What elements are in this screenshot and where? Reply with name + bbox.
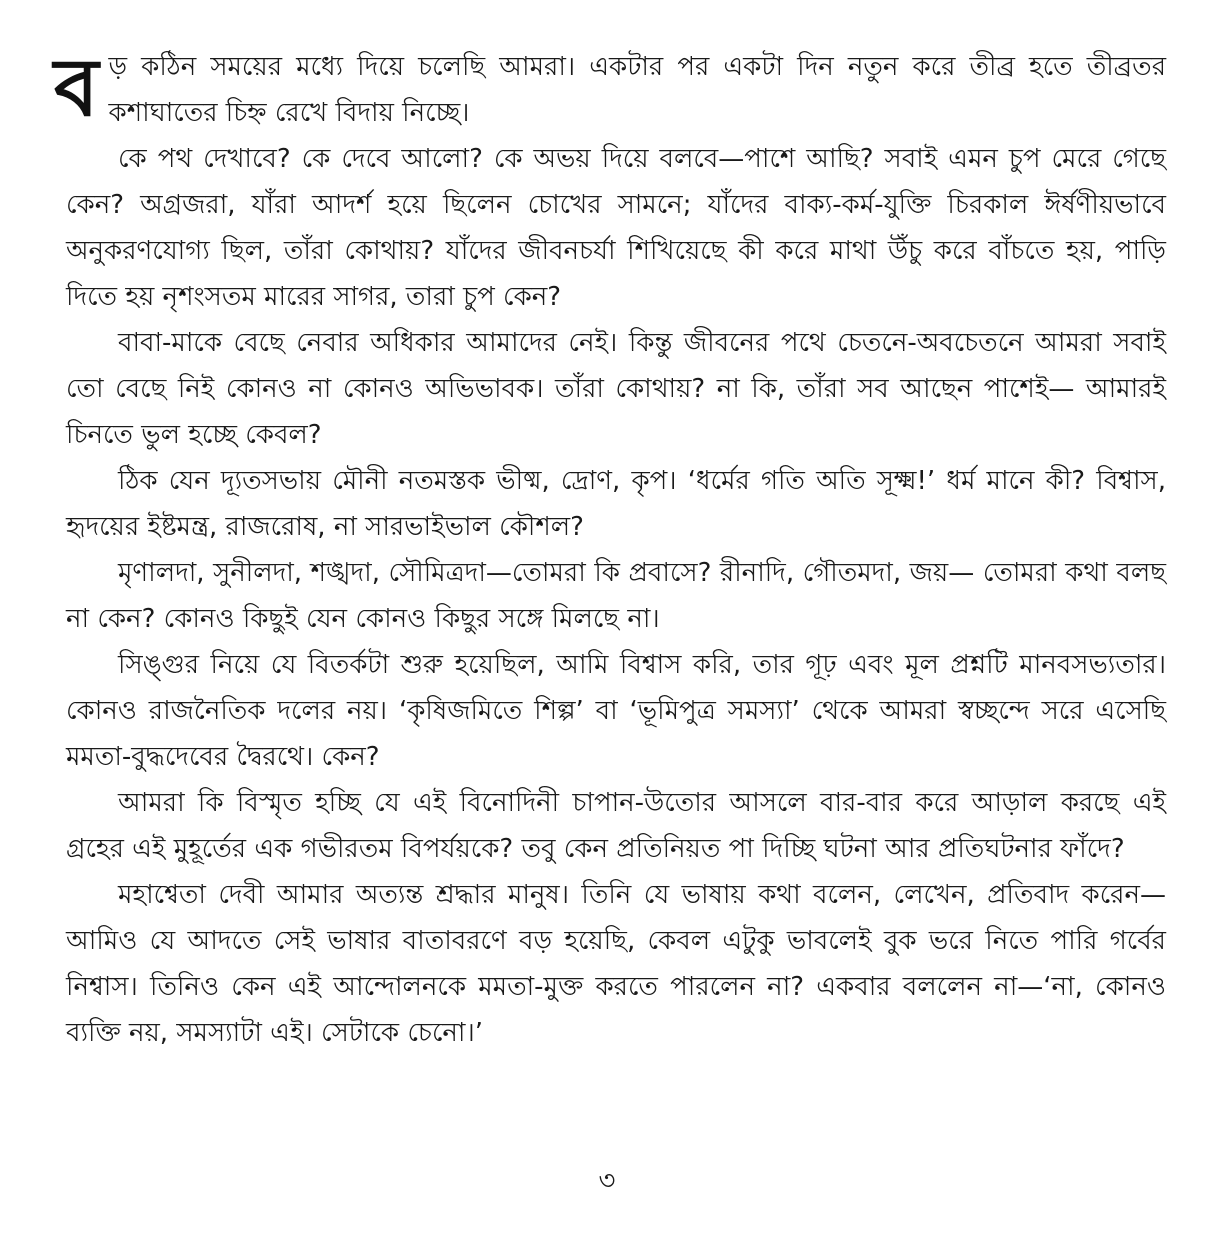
page-number: ৩: [598, 1166, 616, 1196]
paragraph-6: সিঙ্গুর নিয়ে যে বিতর্কটা শুরু হয়েছিল, আমি বিশ্বাস করি, তার গূঢ় এবং মূল প্রশ্নটি মানবসভ্যতার। কোনও রাজনৈতিক দলের নয়। ‘কৃষিজমিতে শিল্প’ বা ‘ভূমিপুত্র সমস্যা’ থেকে আমরা স্বচ্ছন্দে সরে এসেছি মমতা-বুদ্ধদেবের দ্বৈরথে। কেন?: [66, 650, 1166, 772]
paragraph-8: মহাশ্বেতা দেবী আমার অত্যন্ত শ্রদ্ধার মানুষ। তিনি যে ভাষায় কথা বলেন, লেখেন, প্রতিবাদ করেন—আমিও যে আদতে সেই ভাষার বাতাবরণে বড় হয়েছি, কেবল এটুকু ভাবলেই বুক ভরে নিতে পারি গর্বের নিশ্বাস। তিনিও কেন এই আন্দোলনকে মমতা-মুক্ত করতে পারলেন না? একবার বললেন না—‘না, কোনও ব্যক্তি নয়, সমস্যাটা এই। সেটাকে চেনো।’: [66, 880, 1166, 1048]
paragraph-4: ঠিক যেন দ্যূতসভায় মৌনী নতমস্তক ভীষ্ম, দ্রোণ, কৃপ। ‘ধর্মের গতি অতি সূক্ষ্ম!’ ধর্ম মানে কী? বিশ্বাস, হৃদয়ের ইষ্টমন্ত্র, রাজরোষ, না সারভাইভাল কৌশল?: [66, 466, 1166, 542]
paragraph-3: বাবা-মাকে বেছে নেবার অধিকার আমাদের নেই। কিন্তু জীবনের পথে চেতনে-অবচেতনে আমরা সবাই তো বেছে নিই কোনও না কোনও অভিভাবক। তাঁরা কোথায়? না কি, তাঁরা সব আছেন পাশেই— আমারই চিনতে ভুল হচ্ছে কেবল?: [66, 328, 1166, 450]
paragraph-7: আমরা কি বিস্মৃত হচ্ছি যে এই বিনোদিনী চাপান-উতোর আসলে বার-বার করে আড়াল করছে এই গ্রহের এই মুহূর্তের এক গভীরতম বিপর্যয়কে? তবু কেন প্রতিনিয়ত পা দিচ্ছি ঘটনা আর প্রতিঘটনার ফাঁদে?: [66, 788, 1166, 864]
paragraph-2: কে পথ দেখাবে? কে দেবে আলো? কে অভয় দিয়ে বলবে—পাশে আছি? সবাই এমন চুপ মেরে গেছে কেন? অগ্রজরা, যাঁরা আদর্শ হয়ে ছিলেন চোখের সামনে; যাঁদের বাক্য-কর্ম-যুক্তি চিরকাল ঈর্ষণীয়ভাবে অনুকরণযোগ্য ছিল, তাঁরা কোথায়? যাঁদের জীবনচর্যা শিখিয়েছে কী করে মাথা উঁচু করে বাঁচতে হয়, পাড়ি দিতে হয় নৃশংসতম মারের সাগর, তারা চুপ কেন?: [66, 144, 1166, 312]
article-body: [54, 40, 1166, 1056]
paragraph-1: [54, 40, 1166, 136]
paragraph-1-text: ড় কঠিন সময়ের মধ্যে দিয়ে চলেছি আমরা। একটার পর একটা দিন নতুন করে তীব্র হতে তীব্রতর কশাঘাতের চিহ্ন রেখে বিদায় নিচ্ছে।: [108, 52, 1166, 128]
drop-cap: ব: [54, 40, 99, 134]
paragraph-5: মৃণালদা, সুনীলদা, শঙ্খদা, সৌমিত্রদা—তোমরা কি প্রবাসে? রীনাদি, গৌতমদা, জয়— তোমরা কথা বলছ না কেন? কোনও কিছুই যেন কোনও কিছুর সঙ্গে মিলছে না।: [66, 558, 1166, 634]
